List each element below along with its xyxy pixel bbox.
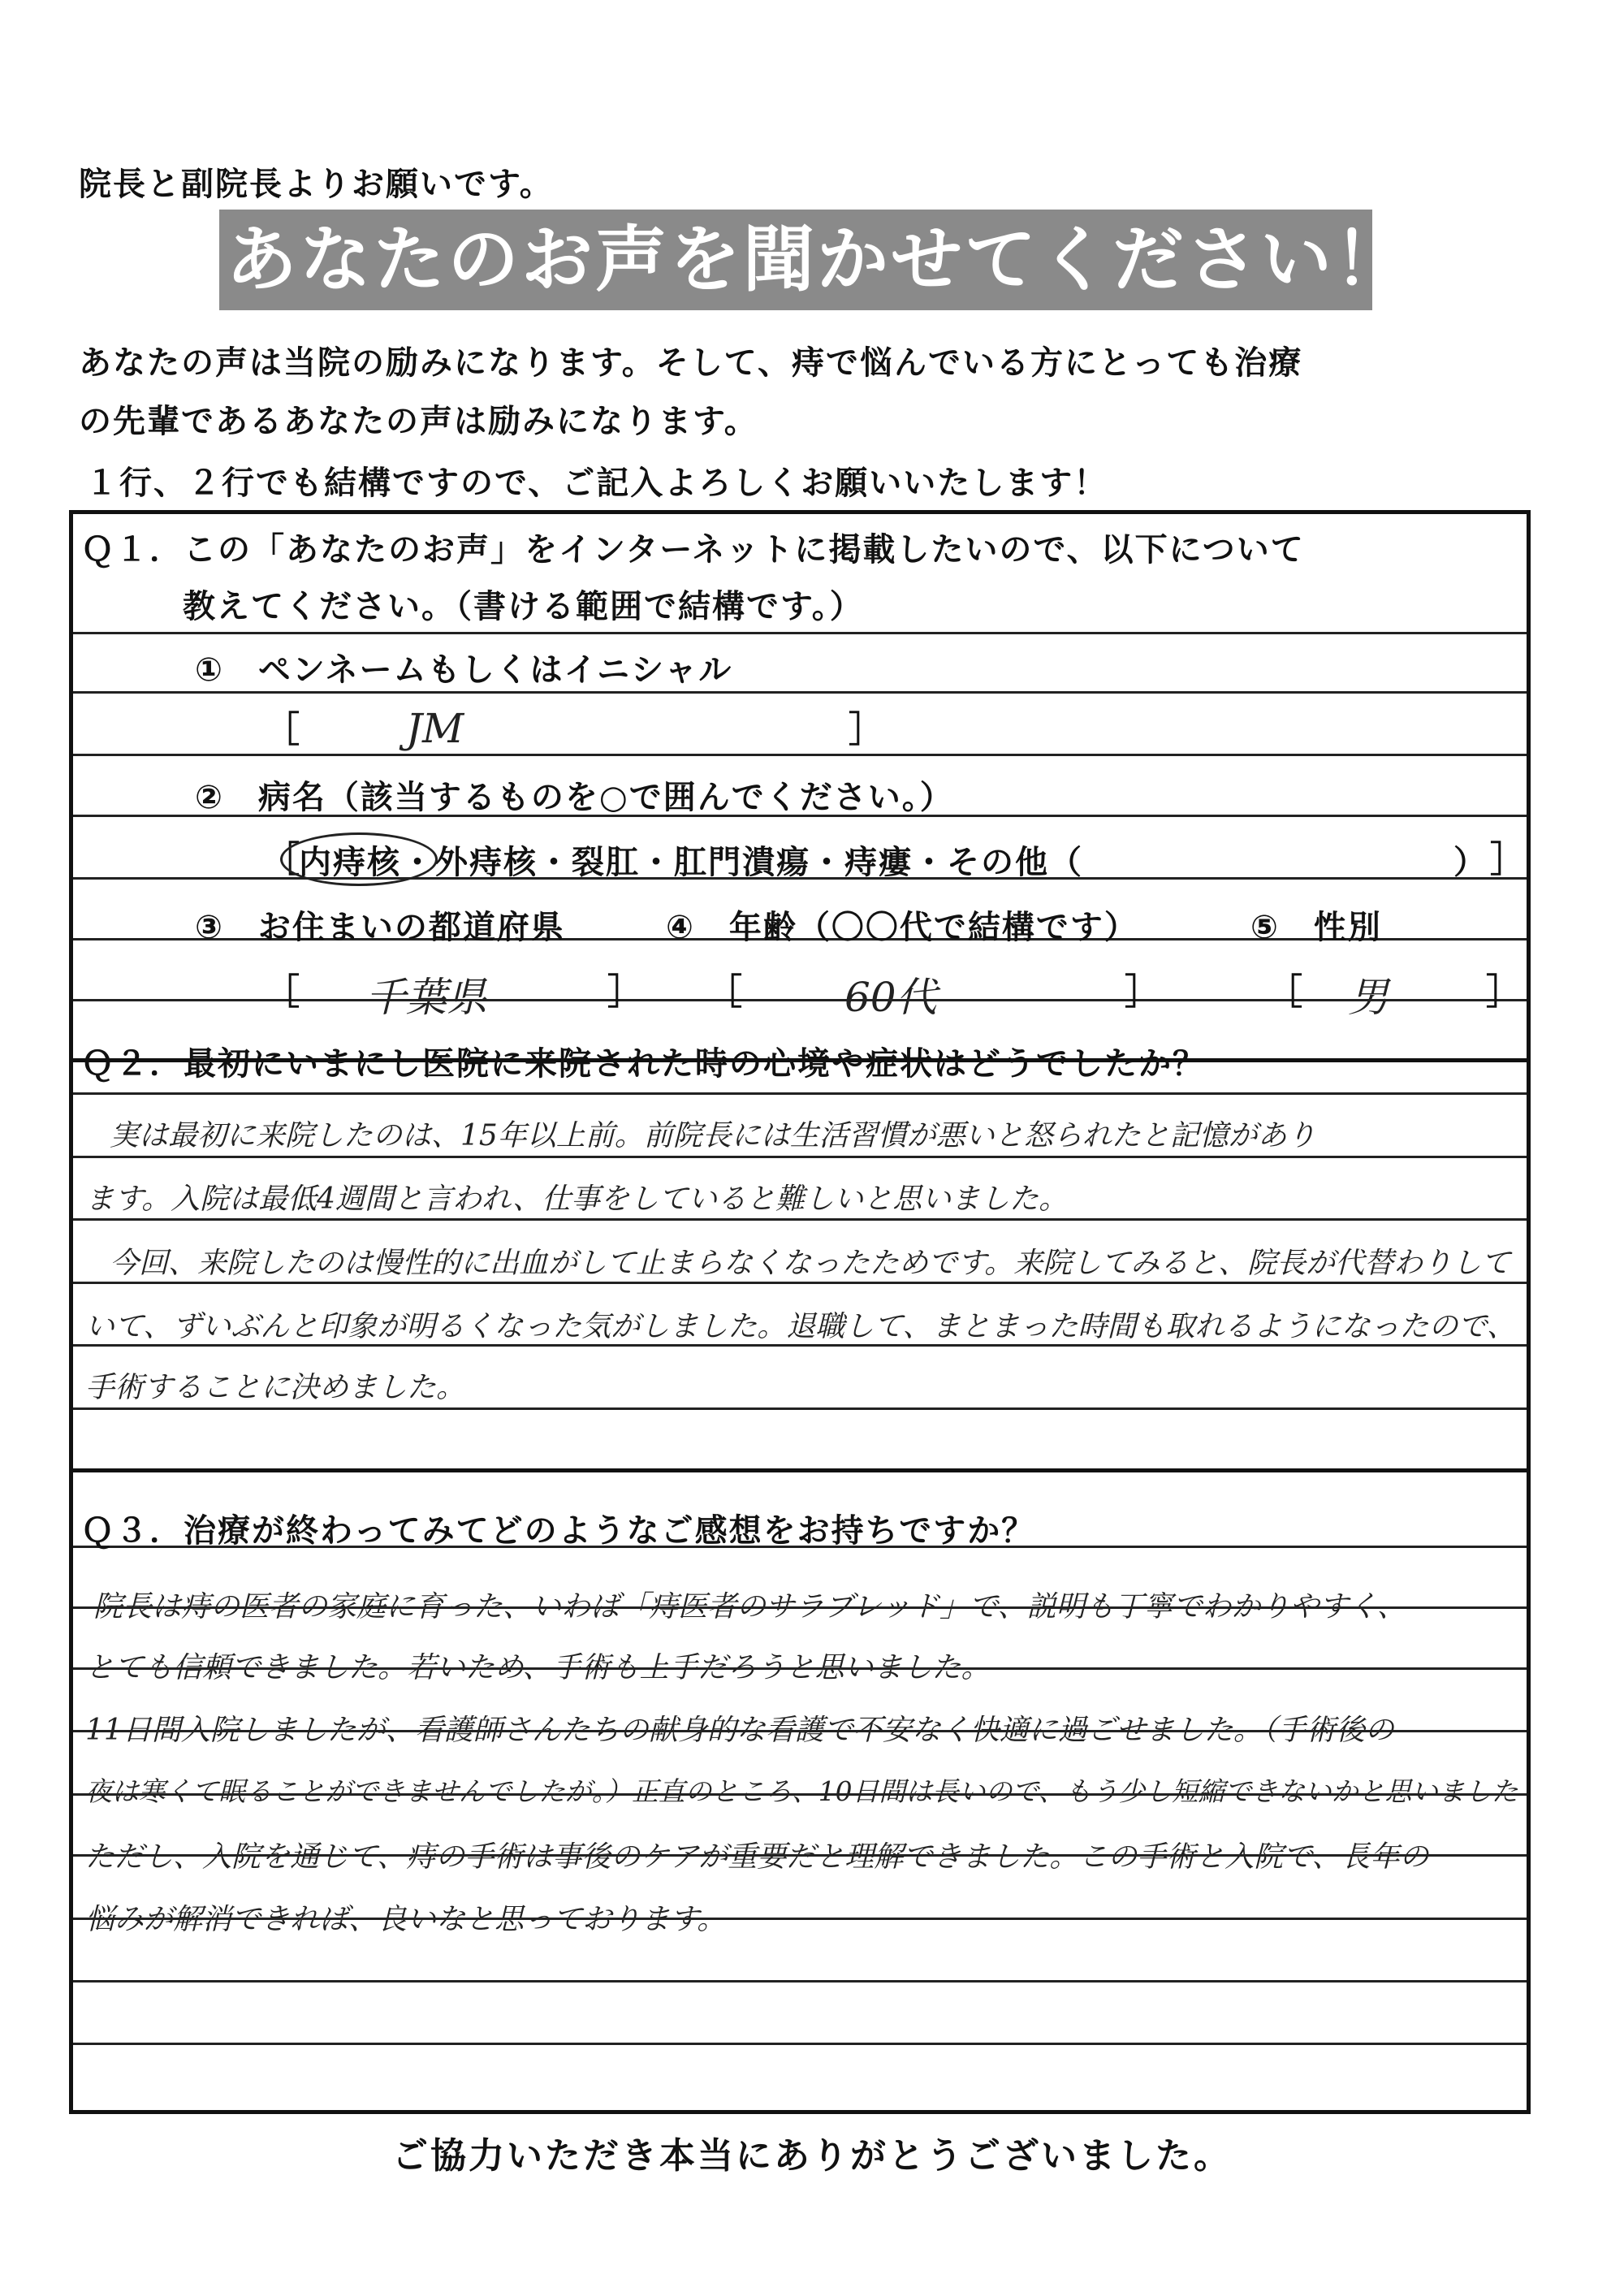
- q1-item1-answer: JM: [406, 705, 464, 752]
- bracket-open: ［: [706, 971, 742, 1013]
- rule: [73, 1980, 1527, 1983]
- q1-item2-label: ② 病名（該当するものを○で囲んでください。）: [195, 779, 954, 816]
- bracket-open: ［: [1267, 971, 1302, 1013]
- intro-line-3: １行、２行でも結構ですので、ご記入よろしくお願いいたします！: [85, 465, 1108, 502]
- rule: [73, 754, 1527, 756]
- q2-answer-line: 実は最初に来院したのは、15年以上前。前院長には生活習慣が悪いと怒られたと記憶があり: [110, 1119, 1316, 1152]
- rule: [73, 1218, 1527, 1221]
- q1-item3-label: ③ お住まいの都道府県: [195, 909, 565, 946]
- rule: [73, 1092, 1527, 1095]
- q1-item4-label: ④ 年齢（〇〇代で結構です）: [666, 909, 1138, 946]
- bracket-close: ］: [607, 971, 643, 1013]
- rule: [73, 2043, 1527, 2045]
- intro-line-2: の先輩であるあなたの声は励みになります。: [79, 403, 758, 440]
- request-subtitle: 院長と副院長よりお願いです。: [79, 166, 554, 203]
- q3-answer-line: ただし、入院を通じて、痔の手術は事後のケアが重要だと理解できました。この手術と入院で、長年の: [85, 1840, 1429, 1874]
- bracket-open: ［: [264, 709, 300, 750]
- bracket-close: ］: [1486, 971, 1522, 1013]
- q3-answer-line: とても信頼できました。若いため、手術も上手だろうと思いました。: [85, 1651, 991, 1684]
- banner-title: あなたのお声を聞かせてください！: [226, 218, 1409, 301]
- q1-item1-label: ① ペンネームもしくはイニシャル: [195, 651, 733, 689]
- q3-answer-line: 院長は痔の医者の家庭に育った、いわば「痔医者のサラブレッド」で、説明も丁寧でわかりやすく、: [93, 1590, 1406, 1624]
- title-banner: [219, 210, 1409, 310]
- q1-item5-label: ⑤ 性別: [1250, 909, 1382, 946]
- q1-item5-answer: 男: [1348, 974, 1389, 1021]
- q2-answer-line: 今回、来院したのは慢性的に出血がして止まらなくなったためです。来院してみると、院長が代替わりして: [110, 1247, 1511, 1280]
- q2-answer-line: いて、ずいぶんと印象が明るくなった気がしました。退職して、まとまった時間も取れるようになったので、: [85, 1310, 1516, 1343]
- q3-answer-line: 悩みが解消できれば、良いなと思っております。: [85, 1903, 727, 1936]
- rule: [73, 632, 1527, 634]
- q1-question-line2: 教えてください。（書ける範囲で結構です。）: [183, 588, 864, 625]
- q3-answer-line: 11日間入院しましたが、看護師さんたちの献身的な看護で不安なく快適に過ごせました。（手術後の: [85, 1714, 1394, 1747]
- bracket-close: ］: [849, 709, 884, 750]
- bracket-close: ］: [1125, 971, 1160, 1013]
- thank-you-footer: ご協力いただき本当にありがとうございました。: [392, 2135, 1232, 2177]
- q1-item2-close: ）: [1453, 844, 1488, 881]
- bracket-open: ［: [264, 839, 300, 880]
- rule: [73, 1156, 1527, 1158]
- q2-answer-line: ます。入院は最低4週間と言われ、仕事をしていると難しいと思いました。: [85, 1183, 1069, 1216]
- q1-item3-answer: 千葉県: [365, 974, 487, 1021]
- q1-item4-answer: 60代: [844, 974, 937, 1021]
- q3-question: Ｑ３．治療が終わってみてどのようなご感想をお持ちですか？: [81, 1512, 1036, 1550]
- bracket-close: ］: [1490, 839, 1526, 880]
- rule: [73, 1282, 1527, 1284]
- rule: [73, 691, 1527, 694]
- rule: [73, 1407, 1527, 1410]
- bracket-open: ［: [264, 971, 300, 1013]
- q1-question-line1: Ｑ１．この「あなたのお声」をインターネットに掲載したいので、以下について: [81, 531, 1305, 569]
- q2-question: Ｑ２．最初にいまにし医院に来院された時の心境や症状はどうでしたか？: [81, 1045, 1207, 1083]
- q3-answer-line: 夜は寒くて眠ることができませんでしたが。）正直のところ、10日間は長いので、もう少し短縮できないかと思いました: [85, 1776, 1518, 1807]
- q1-item2-options: 内痔核・外痔核・裂肛・肛門潰瘍・痔瘻・その他（: [299, 844, 1083, 881]
- intro-line-1: あなたの声は当院の励みになります。そして、痔で悩んでいる方にとっても治療: [79, 344, 1303, 382]
- section-divider: [73, 1468, 1527, 1472]
- q2-answer-line: 手術することに決めました。: [85, 1371, 466, 1404]
